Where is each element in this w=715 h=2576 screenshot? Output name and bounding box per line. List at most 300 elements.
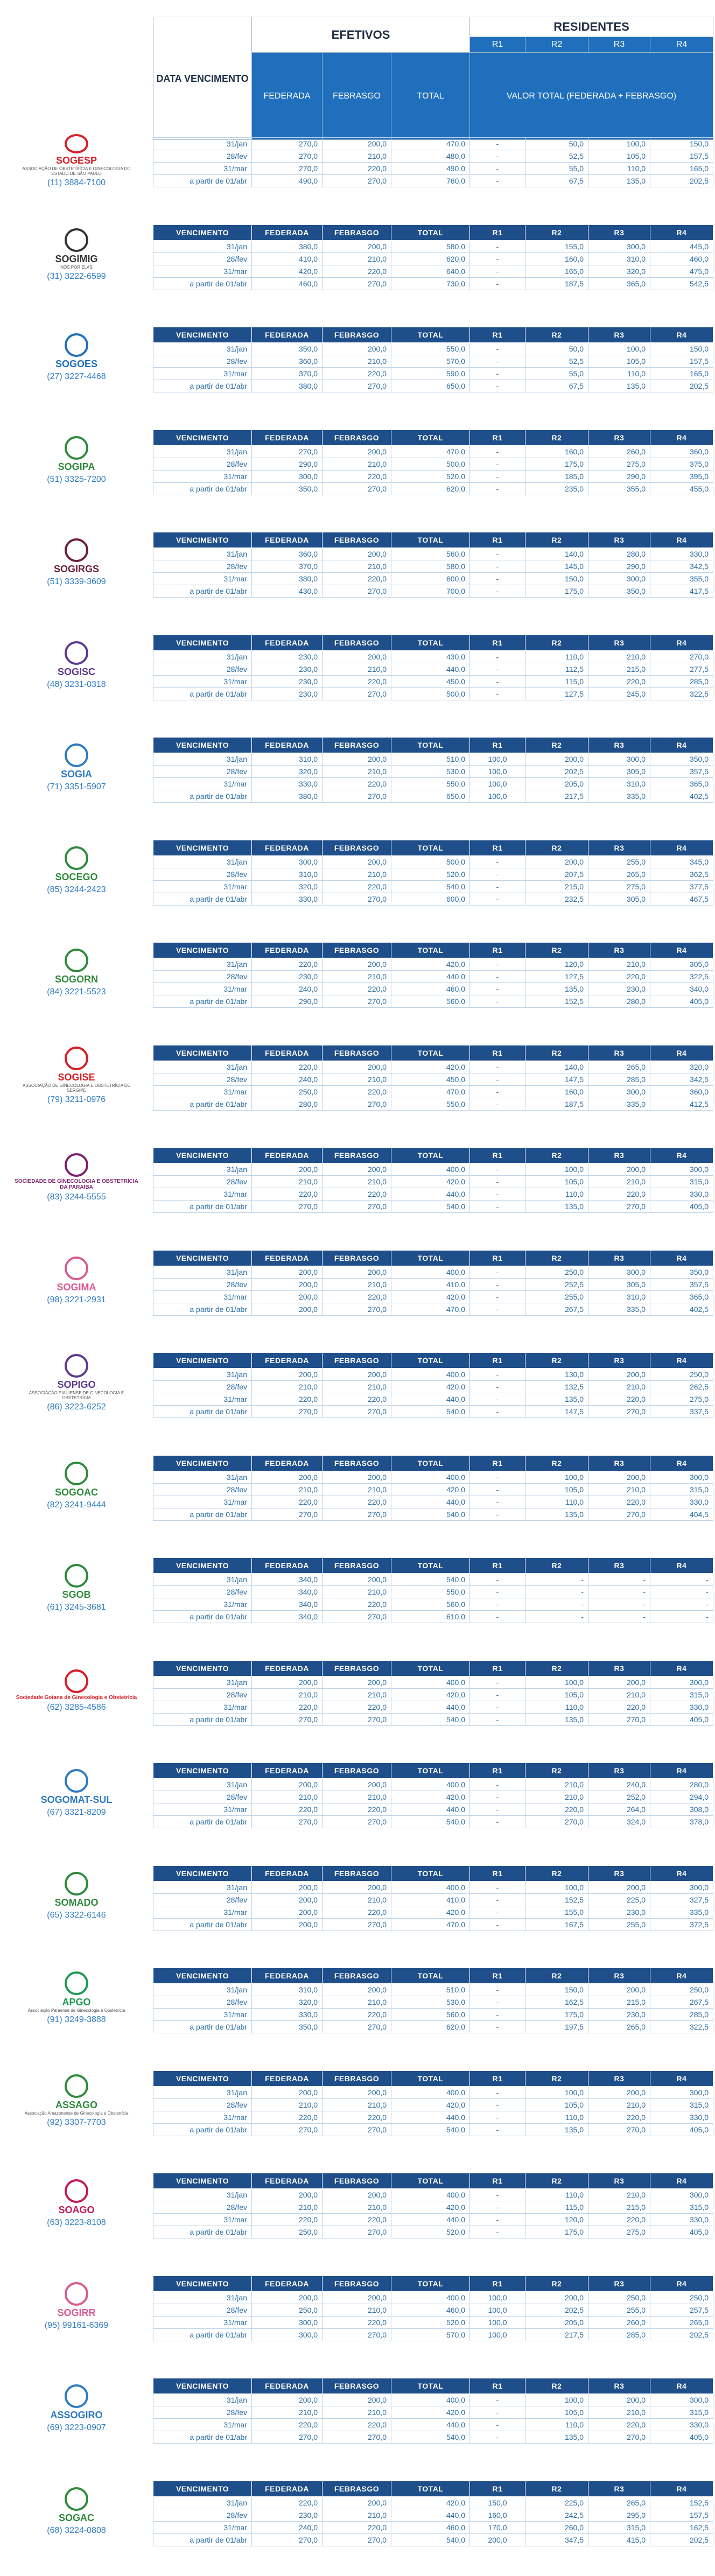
column-header: VENCIMENTO: [153, 1456, 252, 1471]
value-cell: 127,5: [525, 688, 588, 700]
column-header: R3: [588, 225, 650, 241]
column-header: R4: [650, 1251, 713, 1266]
society-phone: (51) 3325-7200: [47, 474, 106, 484]
value-cell: 275,0: [588, 458, 650, 471]
value-cell: 440,0: [391, 663, 470, 676]
value-cell: 210,0: [588, 1689, 650, 1701]
column-header: FEDERADA: [252, 1148, 323, 1163]
due-date-cell: a partir de 01/abr: [153, 278, 252, 290]
value-cell: 220,0: [323, 778, 391, 790]
value-cell: 225,0: [525, 2497, 588, 2509]
table-header-row: [153, 1661, 713, 1676]
table-row: [153, 1266, 713, 1279]
value-cell: -: [470, 1098, 525, 1111]
column-header: R1: [470, 1763, 525, 1779]
value-cell: 405,0: [650, 2124, 713, 2136]
table-header-row: [153, 1968, 713, 1984]
value-cell: 330,0: [650, 1701, 713, 1714]
society-name: SOGESP: [55, 155, 97, 166]
value-cell: 350,0: [252, 483, 323, 495]
society-logo-block: [0, 134, 153, 188]
value-cell: 440,0: [391, 1803, 470, 1816]
value-cell: 200,0: [252, 1779, 323, 1791]
society-logo-block: [0, 2170, 153, 2237]
column-header: R2: [525, 2276, 588, 2292]
due-date-cell: a partir de 01/abr: [153, 1611, 252, 1623]
column-header: R1: [470, 327, 525, 343]
value-cell: 270,0: [588, 2431, 650, 2444]
due-date-cell: 31/mar: [153, 2009, 252, 2021]
table-header-row: [153, 430, 713, 446]
value-cell: 340,0: [252, 1598, 323, 1611]
value-cell: 197,5: [525, 2021, 588, 2033]
society-phone: (79) 3211-0976: [47, 1094, 106, 1104]
value-cell: 150,0: [650, 138, 713, 150]
value-cell: -: [525, 1598, 588, 1611]
value-cell: 350,0: [588, 585, 650, 598]
table-row: [153, 1484, 713, 1496]
value-cell: 270,0: [252, 1714, 323, 1726]
due-date-cell: 31/mar: [153, 1701, 252, 1714]
column-header: R2: [525, 2481, 588, 2497]
value-cell: 220,0: [252, 2111, 323, 2124]
column-header: TOTAL: [391, 2481, 470, 2497]
value-cell: 100,0: [525, 2394, 588, 2406]
value-cell: 255,0: [588, 856, 650, 868]
value-cell: -: [470, 1381, 525, 1393]
value-cell: 417,5: [650, 585, 713, 598]
value-cell: 335,0: [588, 1098, 650, 1111]
value-cell: 200,0: [252, 1291, 323, 1303]
value-cell: 200,0: [588, 1368, 650, 1381]
value-cell: 140,0: [525, 548, 588, 560]
value-cell: 700,0: [391, 585, 470, 598]
column-header: VENCIMENTO: [153, 1968, 252, 1984]
value-cell: -: [588, 1586, 650, 1598]
column-header: R3: [588, 1558, 650, 1574]
value-cell: 230,0: [252, 971, 323, 983]
value-cell: 300,0: [650, 1676, 713, 1689]
value-cell: 200,0: [323, 1163, 391, 1176]
value-cell: 220,0: [323, 2522, 391, 2534]
society-subtitle: NÓS POR ELAS: [60, 265, 93, 270]
society-name: SOGIPA: [58, 461, 95, 472]
value-cell: 420,0: [252, 265, 323, 278]
society-subtitle: Associação Paraense de Ginecologia e Obstetrícia: [27, 2008, 125, 2013]
value-cell: 330,0: [650, 1496, 713, 1508]
value-cell: 315,0: [650, 2099, 713, 2111]
value-cell: 260,0: [525, 2522, 588, 2534]
column-header: R4: [650, 2481, 713, 2497]
column-header: R2: [525, 225, 588, 241]
due-date-cell: 31/mar: [153, 2522, 252, 2534]
value-cell: -: [470, 1984, 525, 1996]
value-cell: 152,5: [650, 2497, 713, 2509]
table-header-row: [153, 2276, 713, 2292]
column-header: FEDERADA: [252, 738, 323, 753]
table-row: [153, 1714, 713, 1726]
table-header-row: [153, 2071, 713, 2087]
value-cell: 405,0: [650, 2431, 713, 2444]
value-cell: 380,0: [252, 241, 323, 253]
value-cell: 150,0: [470, 2497, 525, 2509]
value-cell: 380,0: [252, 790, 323, 803]
value-cell: 210,0: [323, 971, 391, 983]
value-cell: 420,0: [391, 2406, 470, 2419]
due-date-cell: 31/mar: [153, 1188, 252, 1201]
value-cell: 360,0: [252, 548, 323, 560]
due-date-cell: 28/fev: [153, 2406, 252, 2419]
column-header: R3: [588, 2173, 650, 2189]
value-cell: -: [470, 1701, 525, 1714]
value-cell: 200,0: [323, 1368, 391, 1381]
value-cell: 210,0: [323, 253, 391, 265]
table-row: [153, 1611, 713, 1623]
due-date-cell: a partir de 01/abr: [153, 1919, 252, 1931]
value-cell: 50,0: [525, 138, 588, 150]
table-row: [153, 971, 713, 983]
value-cell: 362,5: [650, 868, 713, 881]
society-emblem-icon: [65, 333, 88, 357]
column-header: R2: [525, 2071, 588, 2087]
value-cell: 330,0: [252, 2009, 323, 2021]
due-date-cell: 31/jan: [153, 1984, 252, 1996]
value-cell: 470,0: [391, 1303, 470, 1316]
column-header: TOTAL: [391, 738, 470, 753]
value-cell: 270,0: [323, 790, 391, 803]
value-cell: 500,0: [391, 688, 470, 700]
value-cell: 404,5: [650, 1508, 713, 1521]
table-row: [153, 1291, 713, 1303]
value-cell: 337,5: [650, 1406, 713, 1418]
table-header-row: [153, 943, 713, 958]
table-header-row: [153, 1763, 713, 1779]
value-cell: 265,0: [588, 2021, 650, 2033]
column-header: R1: [470, 1558, 525, 1574]
society-name: SOGIMA: [57, 1281, 96, 1293]
value-cell: 270,0: [252, 1816, 323, 1828]
value-cell: 267,5: [525, 1303, 588, 1316]
value-cell: 210,0: [588, 1176, 650, 1188]
value-cell: 250,0: [650, 1984, 713, 1996]
society-logo-block: [0, 2477, 153, 2545]
value-cell: 52,5: [525, 355, 588, 368]
value-cell: 100,0: [525, 1676, 588, 1689]
value-cell: 200,0: [252, 2394, 323, 2406]
value-cell: 100,0: [525, 1471, 588, 1484]
value-cell: 330,0: [650, 2214, 713, 2226]
value-cell: -: [470, 1882, 525, 1894]
value-cell: 200,0: [323, 753, 391, 766]
value-cell: -: [470, 663, 525, 676]
value-cell: 270,0: [323, 1816, 391, 1828]
due-date-cell: 28/fev: [153, 2201, 252, 2214]
due-date-cell: 31/jan: [153, 446, 252, 458]
due-date-cell: 31/jan: [153, 1574, 252, 1586]
table-row: [153, 1586, 713, 1598]
value-cell: 467,5: [650, 893, 713, 906]
value-cell: 270,0: [252, 1406, 323, 1418]
top-header: [153, 17, 713, 140]
value-cell: 210,0: [252, 2406, 323, 2419]
society-phone: (69) 3223-0907: [47, 2423, 106, 2432]
value-cell: 300,0: [650, 1882, 713, 1894]
value-cell: 210,0: [323, 560, 391, 573]
value-cell: 270,0: [323, 2329, 391, 2341]
column-header: FEDERADA: [252, 532, 323, 548]
table-header-row: [153, 532, 713, 548]
column-header: FEDERADA: [252, 635, 323, 651]
society-logo-block: [0, 426, 153, 494]
society-phone: (62) 3285-4586: [47, 1702, 106, 1712]
column-header: FEBRASGO: [323, 1045, 391, 1061]
value-cell: 160,0: [525, 1086, 588, 1098]
value-cell: 220,0: [252, 1701, 323, 1714]
value-cell: 400,0: [391, 1882, 470, 1894]
column-header: R4: [650, 1045, 713, 1061]
society-phone: (82) 3241-9444: [47, 1500, 106, 1510]
fee-table: [153, 840, 713, 906]
value-cell: 320,0: [252, 1996, 323, 2009]
column-header: TOTAL: [391, 1045, 470, 1061]
value-cell: 110,0: [525, 1701, 588, 1714]
value-cell: -: [525, 1586, 588, 1598]
column-header: TOTAL: [391, 2276, 470, 2292]
society-phone: (86) 3223-6252: [47, 1402, 106, 1412]
value-cell: 255,0: [588, 1919, 650, 1931]
value-cell: 200,0: [323, 241, 391, 253]
value-cell: 270,0: [252, 138, 323, 150]
value-cell: -: [588, 1611, 650, 1623]
column-header: VENCIMENTO: [153, 532, 252, 548]
value-cell: 210,0: [323, 2509, 391, 2522]
column-header: R1: [470, 840, 525, 856]
value-cell: 400,0: [391, 1471, 470, 1484]
value-cell: 400,0: [391, 1676, 470, 1689]
column-header: R4: [650, 943, 713, 958]
r3-header: R3: [588, 37, 650, 53]
value-cell: 270,0: [588, 1201, 650, 1213]
column-header: FEBRASGO: [323, 225, 391, 241]
column-header: TOTAL: [391, 1251, 470, 1266]
value-cell: 162,5: [525, 1996, 588, 2009]
value-cell: 335,0: [588, 1303, 650, 1316]
value-cell: 405,0: [650, 995, 713, 1008]
value-cell: -: [470, 265, 525, 278]
value-cell: 220,0: [252, 2419, 323, 2431]
value-cell: 200,0: [323, 958, 391, 971]
value-cell: 372,5: [650, 1919, 713, 1931]
value-cell: 300,0: [588, 753, 650, 766]
column-header: TOTAL: [391, 2173, 470, 2189]
value-cell: 620,0: [391, 483, 470, 495]
value-cell: 242,5: [525, 2509, 588, 2522]
due-date-cell: 31/mar: [153, 1803, 252, 1816]
value-cell: 217,5: [525, 2329, 588, 2341]
column-header: TOTAL: [391, 1661, 470, 1676]
fee-table: [153, 737, 713, 803]
value-cell: -: [470, 2406, 525, 2419]
value-cell: 147,5: [525, 1406, 588, 1418]
value-cell: 730,0: [391, 278, 470, 290]
value-cell: 220,0: [323, 573, 391, 585]
value-cell: -: [470, 1061, 525, 1073]
value-cell: 570,0: [391, 355, 470, 368]
column-header: TOTAL: [391, 2071, 470, 2087]
due-date-cell: 28/fev: [153, 1791, 252, 1803]
table-row: [153, 2497, 713, 2509]
value-cell: 270,0: [323, 1406, 391, 1418]
value-cell: 320,0: [588, 265, 650, 278]
column-header: R3: [588, 2378, 650, 2394]
value-cell: 210,0: [323, 1176, 391, 1188]
value-cell: -: [470, 471, 525, 483]
table-row: [153, 2534, 713, 2546]
value-cell: -: [525, 1611, 588, 1623]
fee-table: [153, 1147, 713, 1213]
value-cell: 135,0: [588, 175, 650, 187]
value-cell: 460,0: [252, 278, 323, 290]
r4-header: R4: [650, 37, 713, 53]
table-row: [153, 380, 713, 392]
value-cell: 165,0: [650, 163, 713, 175]
value-cell: 100,0: [470, 2304, 525, 2317]
value-cell: 250,0: [252, 2226, 323, 2238]
value-cell: 255,0: [588, 2304, 650, 2317]
value-cell: 200,0: [252, 1303, 323, 1316]
column-header: VENCIMENTO: [153, 2276, 252, 2292]
value-cell: -: [470, 253, 525, 265]
column-header: R4: [650, 738, 713, 753]
table-row: [153, 573, 713, 585]
value-cell: 340,0: [252, 1611, 323, 1623]
value-cell: 285,0: [650, 2009, 713, 2021]
value-cell: 200,0: [323, 138, 391, 150]
due-date-cell: a partir de 01/abr: [153, 1508, 252, 1521]
society-name: ASSOGIRO: [50, 2409, 103, 2420]
due-date-cell: 31/jan: [153, 1471, 252, 1484]
due-date-cell: 28/fev: [153, 150, 252, 163]
society-logo-block: [0, 2067, 153, 2135]
society-emblem-icon: [65, 2487, 88, 2511]
value-cell: -: [650, 1598, 713, 1611]
value-cell: -: [470, 2214, 525, 2226]
value-cell: -: [650, 1574, 713, 1586]
value-cell: 300,0: [588, 573, 650, 585]
value-cell: 420,0: [391, 1791, 470, 1803]
column-header: R4: [650, 1968, 713, 1984]
table-row: [153, 175, 713, 187]
value-cell: -: [470, 2201, 525, 2214]
value-cell: -: [470, 241, 525, 253]
due-date-cell: 31/jan: [153, 856, 252, 868]
table-header-row: [153, 1148, 713, 1163]
value-cell: 315,0: [588, 2522, 650, 2534]
value-cell: 200,0: [588, 1163, 650, 1176]
column-header: R4: [650, 2173, 713, 2189]
value-cell: 420,0: [391, 1381, 470, 1393]
value-cell: 210,0: [588, 958, 650, 971]
value-cell: 270,0: [323, 995, 391, 1008]
value-cell: 305,0: [588, 893, 650, 906]
value-cell: -: [470, 1484, 525, 1496]
value-cell: 285,0: [650, 676, 713, 688]
value-cell: 240,0: [588, 1779, 650, 1791]
value-cell: -: [470, 1919, 525, 1931]
total-header: TOTAL: [391, 53, 470, 140]
value-cell: 210,0: [323, 663, 391, 676]
value-cell: 620,0: [391, 253, 470, 265]
due-date-cell: 31/jan: [153, 2189, 252, 2201]
value-cell: 520,0: [391, 471, 470, 483]
fee-table: [153, 2173, 713, 2238]
value-cell: 270,0: [588, 2124, 650, 2136]
column-header: R3: [588, 635, 650, 651]
value-cell: 260,0: [588, 446, 650, 458]
column-header: R1: [470, 738, 525, 753]
value-cell: 300,0: [252, 471, 323, 483]
due-date-cell: 31/jan: [153, 1163, 252, 1176]
due-date-cell: a partir de 01/abr: [153, 2431, 252, 2444]
value-cell: 210,0: [323, 1689, 391, 1701]
society-emblem-icon: [65, 743, 88, 767]
value-cell: 200,0: [323, 2497, 391, 2509]
value-cell: 105,0: [525, 1484, 588, 1496]
value-cell: 100,0: [525, 2087, 588, 2099]
value-cell: 210,0: [588, 1381, 650, 1393]
value-cell: 322,5: [650, 971, 713, 983]
value-cell: 570,0: [391, 2329, 470, 2341]
table-row: [153, 753, 713, 766]
society-emblem-icon: [65, 1769, 88, 1793]
value-cell: 200,0: [323, 343, 391, 355]
due-date-cell: a partir de 01/abr: [153, 175, 252, 187]
value-cell: -: [470, 548, 525, 560]
society-emblem-icon: [65, 2384, 88, 2408]
value-cell: 560,0: [391, 2009, 470, 2021]
value-cell: 460,0: [391, 983, 470, 995]
value-cell: 220,0: [588, 676, 650, 688]
table-row: [153, 881, 713, 893]
due-date-cell: 31/mar: [153, 1906, 252, 1919]
society-emblem-icon: [65, 228, 88, 252]
table-row: [153, 856, 713, 868]
value-cell: 445,0: [650, 241, 713, 253]
column-header: R4: [650, 1558, 713, 1574]
data-vencimento-header: DATA VENCIMENTO: [153, 17, 252, 140]
table-header-row: [153, 327, 713, 343]
column-header: VENCIMENTO: [153, 943, 252, 958]
due-date-cell: 31/jan: [153, 2394, 252, 2406]
column-header: R4: [650, 532, 713, 548]
due-date-cell: a partir de 01/abr: [153, 790, 252, 803]
column-header: FEBRASGO: [323, 1763, 391, 1779]
value-cell: 165,0: [650, 368, 713, 380]
value-cell: 310,0: [588, 1291, 650, 1303]
value-cell: 210,0: [323, 458, 391, 471]
due-date-cell: 31/jan: [153, 753, 252, 766]
value-cell: -: [470, 278, 525, 290]
value-cell: -: [470, 958, 525, 971]
table-row: [153, 2394, 713, 2406]
column-header: R1: [470, 2378, 525, 2394]
column-header: R1: [470, 2481, 525, 2497]
due-date-cell: a partir de 01/abr: [153, 380, 252, 392]
value-cell: 315,0: [650, 1689, 713, 1701]
value-cell: 220,0: [323, 1598, 391, 1611]
value-cell: 220,0: [323, 265, 391, 278]
society-subtitle: Associação Amazonense de Ginecologia e Obstetrícia: [24, 2111, 129, 2116]
